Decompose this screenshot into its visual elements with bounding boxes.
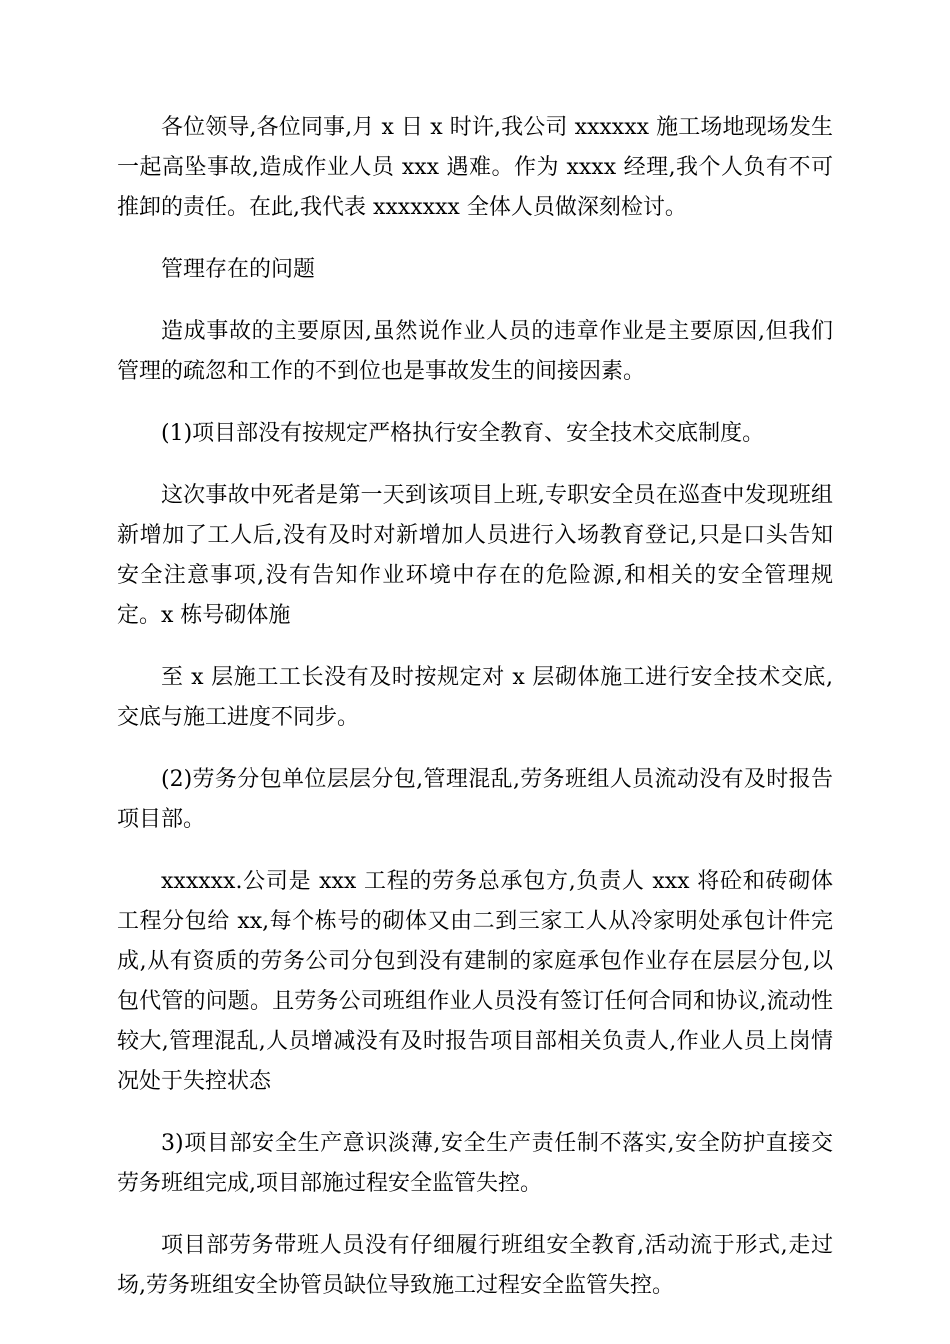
issue-1-heading: (1)项目部没有按规定严格执行安全教育、安全技术交底制度。 xyxy=(161,421,765,446)
section-heading: 管理存在的问题 xyxy=(161,257,316,282)
document-page xyxy=(117,108,833,1328)
issue-2-heading: (2)劳务分包单位层层分包,管理混乱,劳务班组人员流动没有及时报告项目部。 xyxy=(117,767,833,832)
cause-paragraph: 造成事故的主要原因,虽然说作业人员的违章作业是主要原因,但我们管理的疏忽和工作的不到位也是事故发生的间接因素。 xyxy=(117,319,833,384)
issue-3-detail-paragraph: 项目部劳务带班人员没有仔细履行班组安全教育,活动流于形式,走过场,劳务班组安全协管员缺位导致施工过程安全监管失控。 xyxy=(117,1233,833,1298)
issue-2-detail-paragraph: xxxxxx.公司是 xxx 工程的劳务总承包方,负责人 xxx 将砼和砖砌体工程分包给 xx,每个栋号的砌体又由二到三家工人从冷家明处承包计件完成,从有资质的劳务公司分包到没有建制的家庭承包作业存在层层分包,以包代管的问题。且劳务公司班组作业人员没有签订任何合同和协议,流动性较大,管理混乱,人员增减没有及时报告项目部相关负责人,作业人员上岗情况处于失控状态 xyxy=(117,869,833,1094)
intro-paragraph: 各位领导,各位同事,月 x 日 x 时许,我公司 xxxxxx 施工场地现场发生一起高坠事故,造成作业人员 xxx 遇难。作为 xxxx 经理,我个人负有不可推卸的责任。在此,我代表 xxxxxxx 全体人员做深刻检讨。 xyxy=(117,115,833,220)
issue-1-detail-paragraph: 这次事故中死者是第一天到该项目上班,专职安全员在巡查中发现班组新增加了工人后,没有及时对新增加人员进行入场教育登记,只是口头告知安全注意事项,没有告知作业环境中存在的危险源,和相关的安全管理规定。x 栋号砌体施 xyxy=(117,483,833,628)
issue-1-continuation-paragraph: 至 x 层施工工长没有及时按规定对 x 层砌体施工进行安全技术交底,交底与施工进度不同步。 xyxy=(117,665,833,730)
issue-3-heading: 3)项目部安全生产意识淡薄,安全生产责任制不落实,安全防护直接交劳务班组完成,项目部施过程安全监管失控。 xyxy=(117,1131,833,1196)
